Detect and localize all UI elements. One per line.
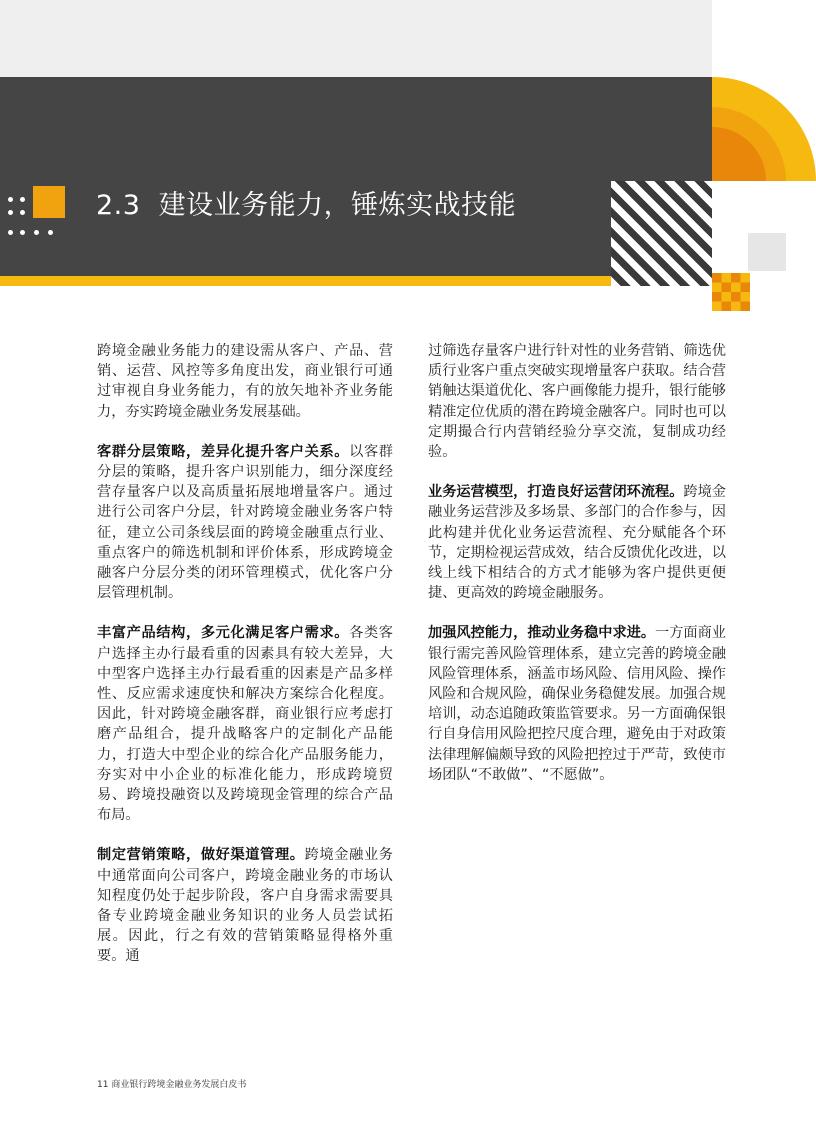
left-column: [97, 341, 393, 987]
dot: [48, 230, 53, 235]
paragraph: [97, 442, 393, 604]
dot: [8, 197, 13, 202]
paragraph-body: 跨境金融业务运营涉及多场景、多部门的合作参与，因此构建并优化业务运营流程、充分赋能各个环节，定期检视运营成效，结合反馈优化改进，以线上线下相结合的方式才能够为客户提供更便捷、更高效的跨境金融服务。: [428, 484, 726, 602]
diagonal-stripes-decoration: [611, 181, 712, 286]
orange-square-decoration: [33, 186, 65, 218]
dot: [20, 197, 25, 202]
paragraph-lead: 制定营销策略，做好渠道管理。: [97, 847, 305, 864]
page-footer: [97, 1077, 246, 1090]
paragraph: [97, 623, 393, 825]
paragraph-body: 各类客户选择主办行最看重的因素具有较大差异，大中型客户选择主办行最看重的因素是产品多样性、反应需求速度快和解决方案综合化程度。因此，针对跨境金融客群，商业银行应考虑打磨产品组合，提升战略客户的定制化产品能力，打造大中型企业的综合化产品服务能力，夯实对中小企业的标准化能力，形成跨境贸易、跨境投融资以及跨境现金管理的综合产品布局。: [97, 625, 393, 824]
paragraph-lead: 丰富产品结构，多元化满足客户需求。: [97, 625, 350, 642]
paragraph: [97, 341, 393, 422]
paragraph-body: 过筛选存量客户进行针对性的业务营销、筛选优质行业客户重点突破实现增量客户获取。结合营销触达渠道优化、客户画像能力提升，银行能够精准定位优质的潜在跨境金融客户。同时也可以定期撮合行内营销经验分享交流，复制成功经验。: [428, 343, 726, 461]
dot: [20, 210, 25, 215]
dot: [8, 230, 13, 235]
footer-doc-title: 商业银行跨境金融业务发展白皮书: [111, 1080, 247, 1090]
paragraph-body: 一方面商业银行需完善风险管理体系，建立完善的跨境金融风险管理体系，涵盖市场风险、信用风险、操作风险和合规风险，确保业务稳健发展。加强合规培训，动态追随政策监管要求。另一方面确保银行自身信用风险把控尺度合理，避免由于对政策法律理解偏颇导致的风险把控过于严苛，致使市场团队“不敢做”、“不愿做”。: [428, 625, 726, 783]
paragraph-lead: 客群分层策略，差异化提升客户关系。: [97, 443, 350, 460]
paragraph: [428, 623, 726, 785]
paragraph: [428, 341, 726, 462]
checker-square-decoration: [712, 273, 750, 311]
paragraph-lead: 加强风控能力，推动业务稳中求进。: [428, 625, 656, 642]
paragraph-lead: 业务运营模型，打造良好运营闭环流程。: [428, 484, 684, 501]
section-title-text: 建设业务能力，锤炼实战技能: [158, 190, 517, 221]
paragraph-body: 以客群分层的策略，提升客户识别能力，细分深度经营存量客户以及高质量拓展地增量客户。通过进行公司客户分层，针对跨境金融业务客户特征，建立公司条线层面的跨境金融重点行业、重点客户的筛选机制和评价体系，形成跨境金融客户分层分类的闭环管理模式，优化客户分层管理机制。: [97, 443, 393, 602]
dot: [20, 230, 25, 235]
paragraph-body: 跨境金融业务中通常面向公司客户，跨境金融业务的市场认知程度仍处于起步阶段，客户自身需求需要具备专业跨境金融业务知识的业务人员尝试拓展。因此，行之有效的营销策略显得格外重要。通: [97, 847, 393, 965]
dot: [34, 230, 39, 235]
page-number: 11: [97, 1080, 109, 1090]
grey-square-decoration: [748, 233, 786, 271]
header-accent-stripe: [0, 276, 712, 286]
section-number: 2.3: [96, 190, 141, 221]
top-band: [0, 0, 712, 77]
paragraph-body: 跨境金融业务能力的建设需从客户、产品、营销、运营、风控等多角度出发，商业银行可通过审视自身业务能力，有的放矢地补齐业务能力，夯实跨境金融业务发展基础。: [97, 343, 393, 420]
semicircle-decoration: [712, 77, 816, 227]
dot: [8, 210, 13, 215]
paragraph: [97, 845, 393, 966]
section-header-band: [0, 77, 712, 276]
right-column: [428, 341, 726, 805]
section-title: [96, 183, 516, 222]
paragraph: [428, 482, 726, 603]
